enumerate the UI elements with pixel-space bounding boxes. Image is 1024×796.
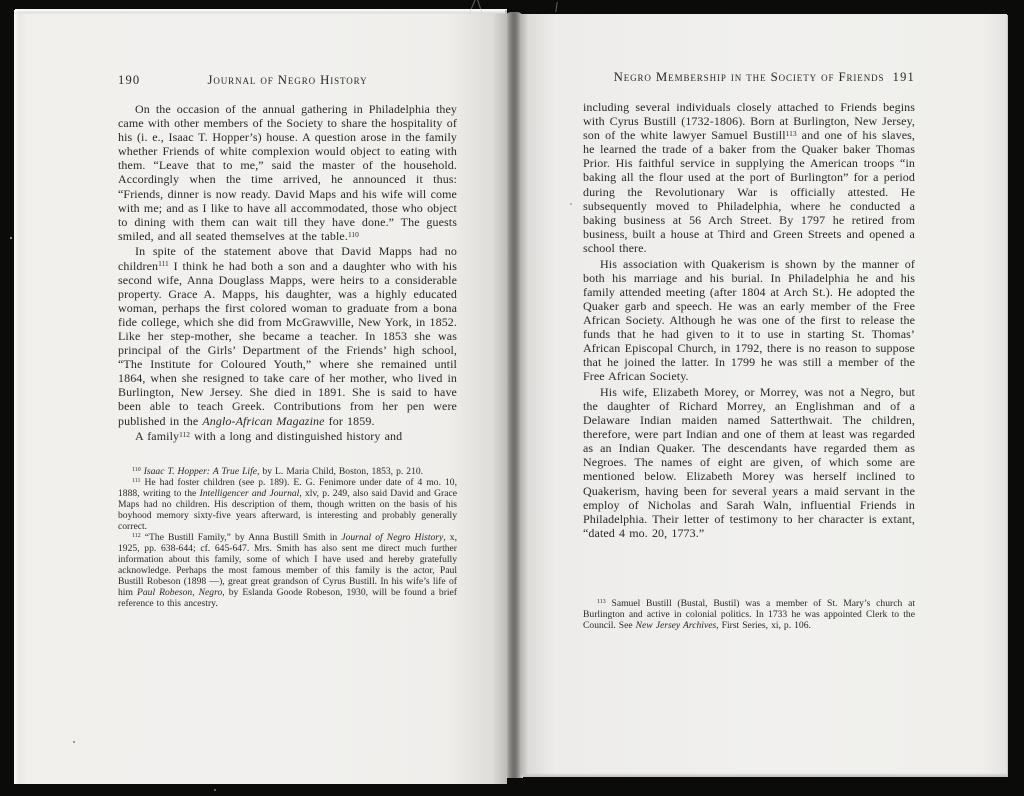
scan-speck <box>73 741 75 743</box>
left-paragraph-1: On the occasion of the annual gathering in Philadelphia they came with other members of the Society to share the hospitality of his (i. e., Isaac T. Hopper’s) house. A question arose in the family whether Friends of white complexion would object to eating with them. “Leave that to me,” said the master of the household. Accordingly when the time arrived, he announced it thus: “Friends, dinner is now ready. David Maps and his wife will come with me; and as I like to have all accommodated, those who object to dining with them can wait till they have done.” The guests smiled, and all seated themselves at the table.$^{110}$ <box>118 102 457 243</box>
left-paragraph-3: A family$^{112}$ with a long and distinguished history and <box>135 429 403 444</box>
scan-speck <box>10 237 12 239</box>
left-page <box>15 10 507 784</box>
right-footnotes <box>583 598 915 631</box>
right-body-text <box>583 100 915 541</box>
right-running-head-row <box>583 70 915 85</box>
left-running-head: Journal of Negro History <box>207 73 368 87</box>
left-running-head-row <box>118 73 457 88</box>
footnote-110: $^{110}$ Isaac T. Hopper: A True Life, by L. Maria Child, Boston, 1853, p. 210. <box>132 466 424 477</box>
right-paragraph-1: including several individuals closely attached to Friends begins with Cyrus Bustill (1732-1806). Born at Burlington, New Jersey, son of the white lawyer Samuel Bustill$^{113}$ and one of his slaves, he learned the trade of a baker from the Quaker baker Thomas Prior. His faithful service in supplying the American troops “in baking all the flour used at the port of Burlington” for a period during the Revolutionary War is officially attested. He subsequently moved to Philadelphia, where he conducted a baking business at 56 Arch Street. By 1797 he retired from business, built a house at Third and Green Streets and opened a school there. <box>583 100 915 255</box>
right-paragraph-2: His association with Quakerism is shown by the manner of both his marriage and his burial. In Philadelphia he and his family attended meeting (after 1804 at Arch St.). He adopted the Quaker garb and speech. He was an early member of the Free African Society. Although he was one of the first to release the funds that he had given to it to use in starting St. Thomas’ African Episcopal Church, in 1792, there is no reason to suppose that he joined the latter. In 1799 he was still a member of the Free African Society. <box>583 256 915 384</box>
scan-speck <box>214 789 216 791</box>
right-running-head: Negro Membership in the Society of Friends <box>613 70 885 84</box>
footnote-113: $^{113}$ Samuel Bustill (Bustal, Bustil) was a member of St. Mary’s church at Burlington and active in colonial politics. In 1733 he was appointed Clerk to the Council. See New Jersey Archives, First Series, xi, p. 106. <box>583 598 915 631</box>
left-body-text <box>118 102 457 445</box>
right-page <box>521 14 1007 776</box>
footnote-112: $^{112}$ “The Bustill Family,” by Anna Bustill Smith in Journal of Negro History, x, 1925, pp. 638-644; cf. 645-647. Mrs. Smith has also sent me direct much further information about this family, some of which I have used and hereby gratefully acknowledge. Perhaps the most famous member of this family is the actor, Paul Bustill Robeson (1898 —), great great grandson of Cyrus Bustill. In his wife’s life of him Paul Robeson, Negro, by Eslanda Goode Robeson, 1930, will be found a brief reference to this ancestry. <box>118 532 458 609</box>
scan-scratch <box>555 2 557 12</box>
right-page-number: 191 <box>892 70 915 84</box>
left-paragraph-2: In spite of the statement above that David Mapps had no children$^{111}$ I think he had both a son and a daughter who with his second wife, Anna Douglass Mapps, were heirs to a considerable property. Grace A. Mapps, his daughter, was a highly educated woman, perhaps the first colored woman to graduate from a bona fide college, which she did from McGrawville, New York, in 1852. Like her step-mother, she became a teacher. In 1853 she was principal of the Girls’ Department of the Friends’ high school, “The Institute for Coloured Youth,” where she remained until 1864, when she resigned to take care of her mother, who lived in Burlington, New Jersey. She died in 1891. She is said to have been able to teach Greek. Contributions from her pen were published in the Anglo-African Magazine for 1859. <box>118 244 457 428</box>
scan-speck <box>570 203 572 205</box>
left-footnotes <box>118 466 457 609</box>
left-page-number: 190 <box>118 73 141 87</box>
footnote-111: $^{111}$ He had foster children (see p. 189). E. G. Fenimore under date of 4 mo. 10, 1888, writing to the Intelligencer and Journal, xlv, p. 249, also said David and Grace Maps had no children. His description of them, though written on the basis of his boyhood memory sixty-five years afterward, is interesting and probably generally correct. <box>118 477 457 532</box>
right-paragraph-3: His wife, Elizabeth Morey, or Morrey, was not a Negro, but the daughter of Richard Morrey, an Englishman and of a Delaware Indian maiden named Satterthwait. The children, therefore, were part Indian and one of them at least was regarded as an Indian Quaker. The descendants have regarded them as Negroes. The names of eight are given, of which some are mentioned below. Elizabeth Morey was herself inclined to Quakerism, having been for several years a maid servant in the employ of Nicholas and Sarah Waln, influential Friends in Philadelphia. Their letter of testimony to her character is extant, “dated 4 mo. 20, 1773.” <box>583 384 915 540</box>
